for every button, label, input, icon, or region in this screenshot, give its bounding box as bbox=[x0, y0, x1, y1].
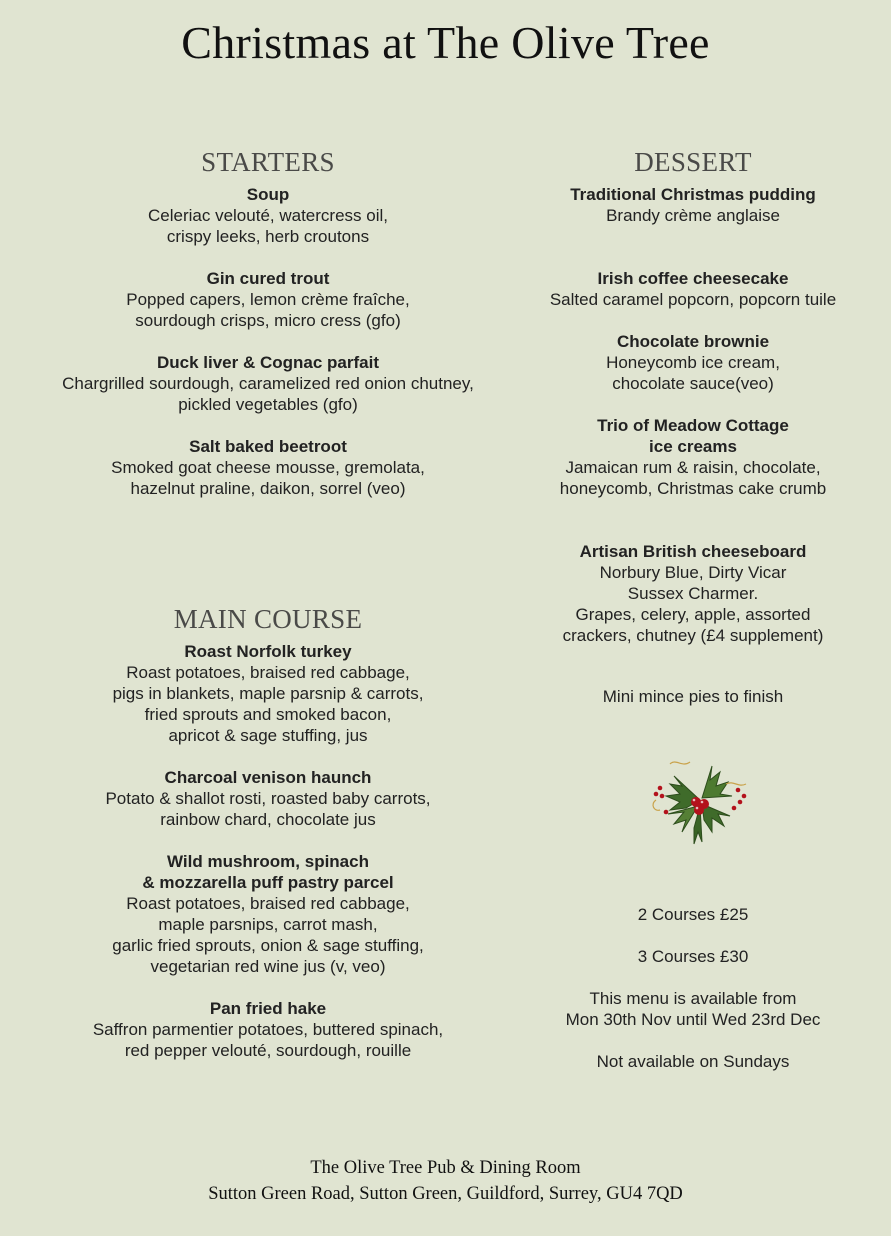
dessert-item: Irish coffee cheesecake Salted caramel popcorn, popcorn tuile bbox=[549, 269, 837, 309]
starter-item: Salt baked beetroot Smoked goat cheese mousse, gremolata, hazelnut praline, daikon, sorrel (veo) bbox=[111, 437, 425, 498]
main-course-section bbox=[18, 603, 518, 1061]
dessert-heading: DESSERT bbox=[634, 147, 752, 177]
starter-item: Soup Celeriac velouté, watercress oil, crispy leeks, herb croutons bbox=[148, 185, 388, 246]
starters-heading: STARTERS bbox=[201, 147, 335, 177]
holly-icon bbox=[646, 754, 754, 850]
dessert-item: Traditional Christmas pudding Brandy crème anglaise bbox=[570, 185, 816, 225]
starters-section bbox=[18, 146, 518, 499]
availability-dates: Mon 30th Nov until Wed 23rd Dec bbox=[565, 1010, 821, 1029]
three-courses-price: 3 Courses £30 bbox=[637, 947, 749, 966]
menu-title: Christmas at The Olive Tree bbox=[181, 17, 710, 68]
main-item: Wild mushroom, spinach & mozzarella puff pastry parcel Roast potatoes, braised red cabbage, maple parsnips, carrot mash, garlic fried sprouts, onion & sage stuffing, vegetarian red wine jus (v, veo) bbox=[112, 852, 424, 976]
dessert-item: Artisan British cheeseboard Norbury Blue, Dirty Vicar Sussex Charmer. Grapes, celery, apple, assorted crackers, chutney (£4 supplement) bbox=[562, 542, 824, 645]
sunday-note: Not available on Sundays bbox=[596, 1052, 790, 1071]
dessert-item: Trio of Meadow Cottage ice creams Jamaican rum & raisin, chocolate, honeycomb, Christmas cake crumb bbox=[559, 416, 827, 498]
starter-item: Gin cured trout Popped capers, lemon crème fraîche, sourdough crisps, micro cress (gfo) bbox=[126, 269, 410, 330]
pricing-section bbox=[513, 904, 873, 1072]
main-item: Roast Norfolk turkey Roast potatoes, braised red cabbage, pigs in blankets, maple parsnip & carrots, fried sprouts and smoked bacon, apricot & sage stuffing, jus bbox=[112, 642, 424, 745]
footer bbox=[0, 1155, 891, 1207]
main-item: Charcoal venison haunch Potato & shallot rosti, roasted baby carrots, rainbow chard, chocolate jus bbox=[105, 768, 431, 829]
dessert-item: Chocolate brownie Honeycomb ice cream, chocolate sauce(veo) bbox=[606, 332, 780, 393]
main-course-heading: MAIN COURSE bbox=[173, 604, 363, 634]
two-courses-price: 2 Courses £25 bbox=[637, 905, 749, 924]
starter-item: Duck liver & Cognac parfait Chargrilled sourdough, caramelized red onion chutney, pickled vegetables (gfo) bbox=[62, 353, 474, 414]
venue-name: The Olive Tree Pub & Dining Room bbox=[310, 1158, 581, 1178]
dessert-section bbox=[513, 146, 873, 707]
availability-line: This menu is available from bbox=[589, 989, 797, 1008]
venue-address: Sutton Green Road, Sutton Green, Guildford, Surrey, GU4 7QD bbox=[208, 1184, 683, 1204]
main-item: Pan fried hake Saffron parmentier potatoes, buttered spinach, red pepper velouté, sourdough, rouille bbox=[92, 999, 444, 1060]
mince-pies-note: Mini mince pies to finish bbox=[602, 687, 784, 706]
